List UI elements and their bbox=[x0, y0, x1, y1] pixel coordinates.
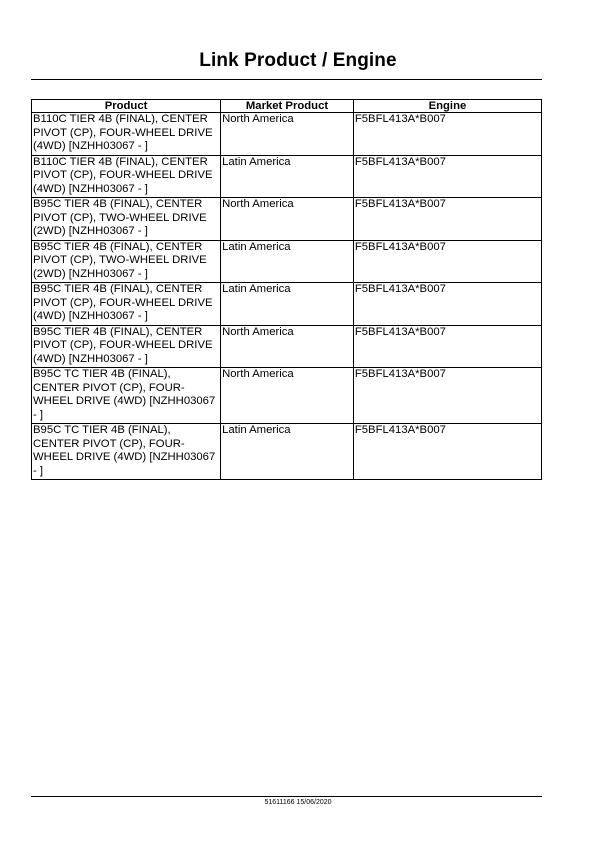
table-row bbox=[32, 325, 542, 368]
table-row bbox=[32, 198, 542, 241]
engine-cell: F5BFL413A*B007 bbox=[353, 240, 541, 283]
document-footer: 51611166 15/06/2020 bbox=[264, 799, 332, 806]
table-header bbox=[32, 100, 542, 113]
product-cell: B95C TIER 4B (FINAL), CENTER PIVOT (CP), FOUR-WHEEL DRIVE (4WD) [NZHH03067 - ] bbox=[32, 283, 221, 326]
market-cell: North America bbox=[221, 113, 354, 156]
product-cell: B110C TIER 4B (FINAL), CENTER PIVOT (CP), FOUR-WHEEL DRIVE (4WD) [NZHH03067 - ] bbox=[32, 113, 221, 156]
table-row bbox=[32, 368, 542, 424]
market-cell: North America bbox=[221, 325, 354, 368]
product-cell: B95C TIER 4B (FINAL), CENTER PIVOT (CP), FOUR-WHEEL DRIVE (4WD) [NZHH03067 - ] bbox=[32, 325, 221, 368]
table-row bbox=[32, 283, 542, 326]
market-cell: Latin America bbox=[221, 155, 354, 198]
engine-cell: F5BFL413A*B007 bbox=[353, 283, 541, 326]
product-cell: B95C TC TIER 4B (FINAL), CENTER PIVOT (CP), FOUR-WHEEL DRIVE (4WD) [NZHH03067 - ] bbox=[32, 424, 221, 480]
title-divider bbox=[31, 79, 542, 80]
product-cell: B95C TC TIER 4B (FINAL), CENTER PIVOT (CP), FOUR-WHEEL DRIVE (4WD) [NZHH03067 - ] bbox=[32, 368, 221, 424]
table-row bbox=[32, 113, 542, 156]
market-cell: North America bbox=[221, 198, 354, 241]
table-row bbox=[32, 240, 542, 283]
footer-divider bbox=[31, 796, 542, 797]
market-cell: Latin America bbox=[221, 240, 354, 283]
product-engine-table bbox=[31, 99, 542, 480]
product-cell: B95C TIER 4B (FINAL), CENTER PIVOT (CP), TWO-WHEEL DRIVE (2WD) [NZHH03067 - ] bbox=[32, 198, 221, 241]
column-header-engine: Engine bbox=[353, 100, 541, 113]
table-header-row bbox=[32, 100, 542, 113]
engine-cell: F5BFL413A*B007 bbox=[353, 155, 541, 198]
column-header-product: Product bbox=[32, 100, 221, 113]
table-body bbox=[32, 113, 542, 480]
engine-cell: F5BFL413A*B007 bbox=[353, 368, 541, 424]
market-cell: Latin America bbox=[221, 424, 354, 480]
column-header-market: Market Product bbox=[221, 100, 354, 113]
engine-cell: F5BFL413A*B007 bbox=[353, 424, 541, 480]
engine-cell: F5BFL413A*B007 bbox=[353, 325, 541, 368]
product-cell: B95C TIER 4B (FINAL), CENTER PIVOT (CP), TWO-WHEEL DRIVE (2WD) [NZHH03067 - ] bbox=[32, 240, 221, 283]
market-cell: Latin America bbox=[221, 283, 354, 326]
engine-cell: F5BFL413A*B007 bbox=[353, 198, 541, 241]
engine-cell: F5BFL413A*B007 bbox=[353, 113, 541, 156]
page-title: Link Product / Engine bbox=[199, 50, 397, 71]
table-row bbox=[32, 424, 542, 480]
market-cell: North America bbox=[221, 368, 354, 424]
product-cell: B110C TIER 4B (FINAL), CENTER PIVOT (CP), FOUR-WHEEL DRIVE (4WD) [NZHH03067 - ] bbox=[32, 155, 221, 198]
table-row bbox=[32, 155, 542, 198]
